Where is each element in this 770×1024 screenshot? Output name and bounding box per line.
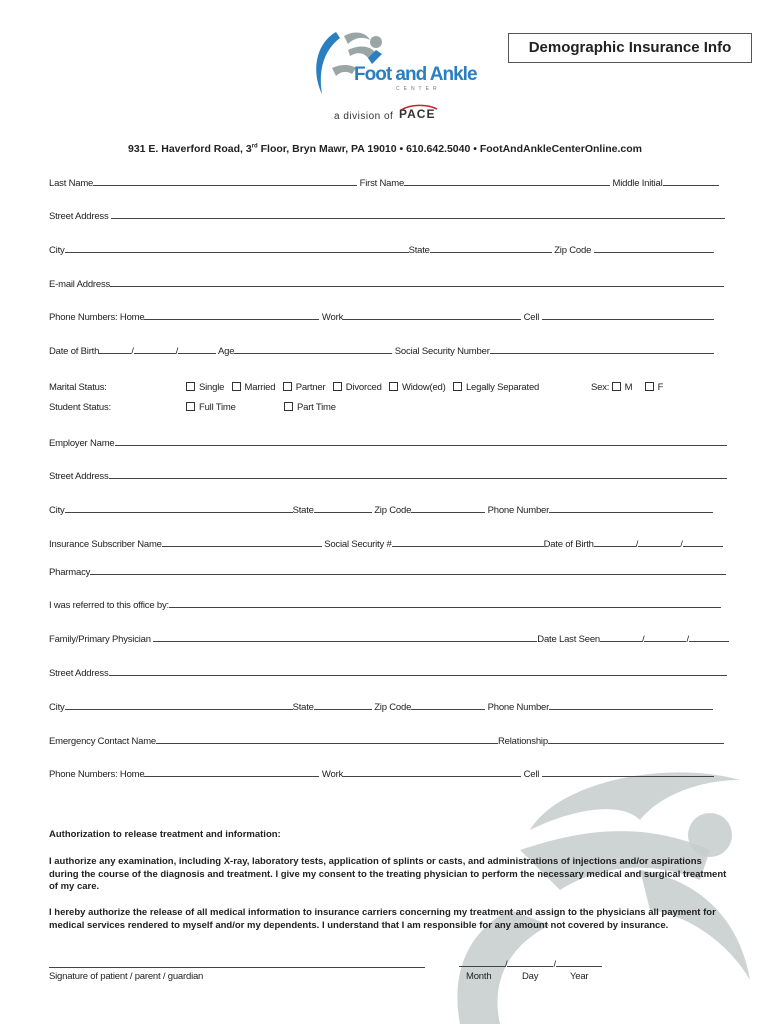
city-row [49, 243, 714, 256]
physician-city-label: City [49, 702, 65, 713]
email-field[interactable] [110, 277, 724, 287]
subscriber-ssn-field[interactable] [392, 537, 544, 547]
physician-row: Family/Primary Physician Date Last Seen / / [49, 632, 729, 645]
last-name-field[interactable] [93, 176, 357, 186]
referred-label: I was referred to this office by: [49, 600, 169, 611]
referred-row [49, 598, 721, 611]
marital-option-married[interactable]: Married [232, 382, 276, 393]
cell-phone-field[interactable] [542, 310, 714, 320]
last-seen-month-field[interactable] [600, 632, 642, 642]
pharmacy-row [49, 565, 726, 578]
checkbox-icon [645, 382, 654, 391]
marital-status-label: Marital Status: [49, 382, 107, 393]
relationship-label: Relationship [498, 736, 548, 747]
employer-zip-label: Zip Code [374, 505, 412, 516]
physician-city-field[interactable] [65, 700, 293, 710]
authorization-paragraph-2: I hereby authorize the release of all medical information to insurance carriers concerning my treatment and assign to the physicians all payment for medical services rendered to myself and/or my dependents. I understand that I am responsible for any amount not covered by insurance. [49, 907, 716, 931]
checkbox-icon [389, 382, 398, 391]
age-label: Age [218, 346, 235, 357]
checkbox-icon [284, 402, 293, 411]
subscriber-dob-month-field[interactable] [594, 537, 636, 547]
physician-label: Family/Primary Physician [49, 634, 151, 645]
physician-zip-field[interactable] [411, 700, 485, 710]
dob-row: Date of Birth / / Age Social Security Number [49, 344, 714, 357]
marital-status-options [186, 382, 539, 393]
pace-logo: PACE [399, 107, 436, 121]
subscriber-dob-day-field[interactable] [638, 537, 680, 547]
emergency-cell-field[interactable] [542, 767, 714, 777]
physician-zip-label: Zip Code [374, 702, 412, 713]
employer-zip-field[interactable] [411, 503, 485, 513]
address-line: 931 E. Haverford Road, 3rd Floor, Bryn Mawr, PA 19010 • 610.642.5040 • FootAndAnkleCenterOnline.com [127, 143, 643, 155]
dob-year-field[interactable] [178, 344, 216, 354]
sex-option-m[interactable]: M [612, 382, 633, 393]
emergency-row [49, 734, 724, 747]
physician-field[interactable] [153, 632, 537, 642]
division-prefix: a division of [334, 111, 394, 122]
last-name-row [49, 176, 719, 189]
dob-label: Date of Birth [49, 346, 100, 357]
employer-state-label: State [292, 505, 314, 516]
checkbox-icon [186, 402, 195, 411]
emergency-work-field[interactable] [343, 767, 521, 777]
signature-date-row: / / [459, 957, 602, 970]
pharmacy-field[interactable] [90, 565, 726, 575]
subscriber-name-label: Insurance Subscriber Name [49, 539, 162, 550]
sex-label: Sex: [591, 382, 610, 393]
dob-day-field[interactable] [134, 344, 176, 354]
signature-month-field[interactable] [459, 957, 505, 967]
employer-street-label: Street Address [49, 471, 109, 482]
city-field[interactable] [65, 243, 409, 253]
marital-option-legally-separated[interactable]: Legally Separated [453, 382, 539, 393]
middle-initial-label: Middle Initial [612, 178, 663, 189]
work-label: Work [321, 312, 344, 323]
first-name-field[interactable] [404, 176, 610, 186]
zip-field[interactable] [594, 243, 714, 253]
subscriber-ssn-label: Social Security # [324, 539, 392, 550]
street-address-field[interactable] [111, 209, 725, 219]
authorization-heading: Authorization to release treatment and information: [49, 829, 281, 840]
state-label: State [408, 245, 430, 256]
signature-label: Signature of patient / parent / guardian [49, 971, 204, 982]
employer-name-label: Employer Name [49, 438, 115, 449]
logo-subtext: CENTER [396, 86, 441, 92]
street-address-label: Street Address [49, 211, 109, 222]
relationship-field[interactable] [548, 734, 724, 744]
subscriber-dob-label: Date of Birth [543, 539, 594, 550]
age-field[interactable] [234, 344, 392, 354]
middle-initial-field[interactable] [663, 176, 719, 186]
marital-option-widowed[interactable]: Widow(ed) [389, 382, 446, 393]
subscriber-name-field[interactable] [162, 537, 322, 547]
state-field[interactable] [430, 243, 552, 253]
physician-city-row [49, 700, 713, 713]
phone-row [49, 310, 714, 323]
zip-label: Zip Code [554, 245, 592, 256]
marital-option-divorced[interactable]: Divorced [333, 382, 382, 393]
employer-city-field[interactable] [65, 503, 293, 513]
sex-options [591, 382, 663, 393]
ssn-label: Social Security Number [394, 346, 490, 357]
checkbox-icon [283, 382, 292, 391]
student-status-label: Student Status: [49, 402, 111, 413]
email-row [49, 277, 724, 290]
phone-home-field[interactable] [144, 310, 319, 320]
insurance-row: Insurance Subscriber Name Social Security # Date of Birth / / [49, 537, 723, 550]
signature-day-field[interactable] [507, 957, 553, 967]
pace-swoosh-icon [399, 104, 439, 112]
physician-state-label: State [292, 702, 314, 713]
checkbox-icon [453, 382, 462, 391]
employer-name-field[interactable] [115, 436, 727, 446]
first-name-label: First Name [359, 178, 405, 189]
physician-phone-label: Phone Number [487, 702, 550, 713]
signature-year-field[interactable] [556, 957, 602, 967]
checkbox-icon [333, 382, 342, 391]
employer-street-row [49, 469, 727, 482]
emergency-work-label: Work [321, 769, 344, 780]
ssn-field[interactable] [490, 344, 714, 354]
logo-text: Foot and Ankle [354, 64, 477, 85]
street-address-row [49, 209, 725, 222]
emergency-cell-label: Cell [523, 769, 540, 780]
marital-option-single[interactable]: Single [186, 382, 224, 393]
last-seen-year-field[interactable] [689, 632, 729, 642]
last-seen-day-field[interactable] [644, 632, 686, 642]
employer-row [49, 436, 727, 449]
physician-street-label: Street Address [49, 668, 109, 679]
checkbox-icon [186, 382, 195, 391]
city-label: City [49, 245, 65, 256]
physician-phone-field[interactable] [549, 700, 713, 710]
day-label: Day [522, 971, 539, 982]
last-name-label: Last Name [49, 178, 94, 189]
employer-state-field[interactable] [314, 503, 372, 513]
dob-month-field[interactable] [99, 344, 131, 354]
emergency-phone-row [49, 767, 714, 780]
email-label: E-mail Address [49, 279, 111, 290]
emergency-contact-field[interactable] [156, 734, 498, 744]
student-option-part-time[interactable]: Part Time [284, 402, 336, 413]
work-phone-field[interactable] [343, 310, 521, 320]
cell-label: Cell [523, 312, 540, 323]
signature-field[interactable] [49, 967, 425, 968]
employer-phone-label: Phone Number [487, 505, 550, 516]
pharmacy-label: Pharmacy [49, 567, 91, 578]
emergency-phone-home-field[interactable] [144, 767, 319, 777]
employer-city-label: City [49, 505, 65, 516]
authorization-paragraph-1: I authorize any examination, including X-ray, laboratory tests, application of splints or casts, and administrations of injections and/or aspirations during the course of the diagnosis and treatment. I give my consent to the treating physician to perform the necessary medical and surgical treatment of my care. [49, 856, 727, 892]
physician-street-row [49, 666, 727, 679]
page-title: Demographic Insurance Info [508, 33, 752, 63]
emergency-contact-label: Emergency Contact Name [49, 736, 157, 747]
emergency-phone-home-label: Phone Numbers: Home [49, 769, 145, 780]
referred-field[interactable] [169, 598, 721, 608]
subscriber-dob-year-field[interactable] [683, 537, 723, 547]
student-option-full-time[interactable]: Full Time [186, 402, 236, 413]
date-last-seen-label: Date Last Seen [537, 634, 600, 645]
physician-street-field[interactable] [109, 666, 727, 676]
checkbox-icon [232, 382, 241, 391]
employer-city-row [49, 503, 713, 516]
employer-phone-field[interactable] [549, 503, 713, 513]
month-label: Month [466, 971, 492, 982]
checkbox-icon [612, 382, 621, 391]
employer-street-field[interactable] [109, 469, 727, 479]
year-label: Year [570, 971, 589, 982]
phone-home-label: Phone Numbers: Home [49, 312, 145, 323]
physician-state-field[interactable] [314, 700, 372, 710]
marital-option-partner[interactable]: Partner [283, 382, 326, 393]
sex-option-f[interactable]: F [645, 382, 664, 393]
